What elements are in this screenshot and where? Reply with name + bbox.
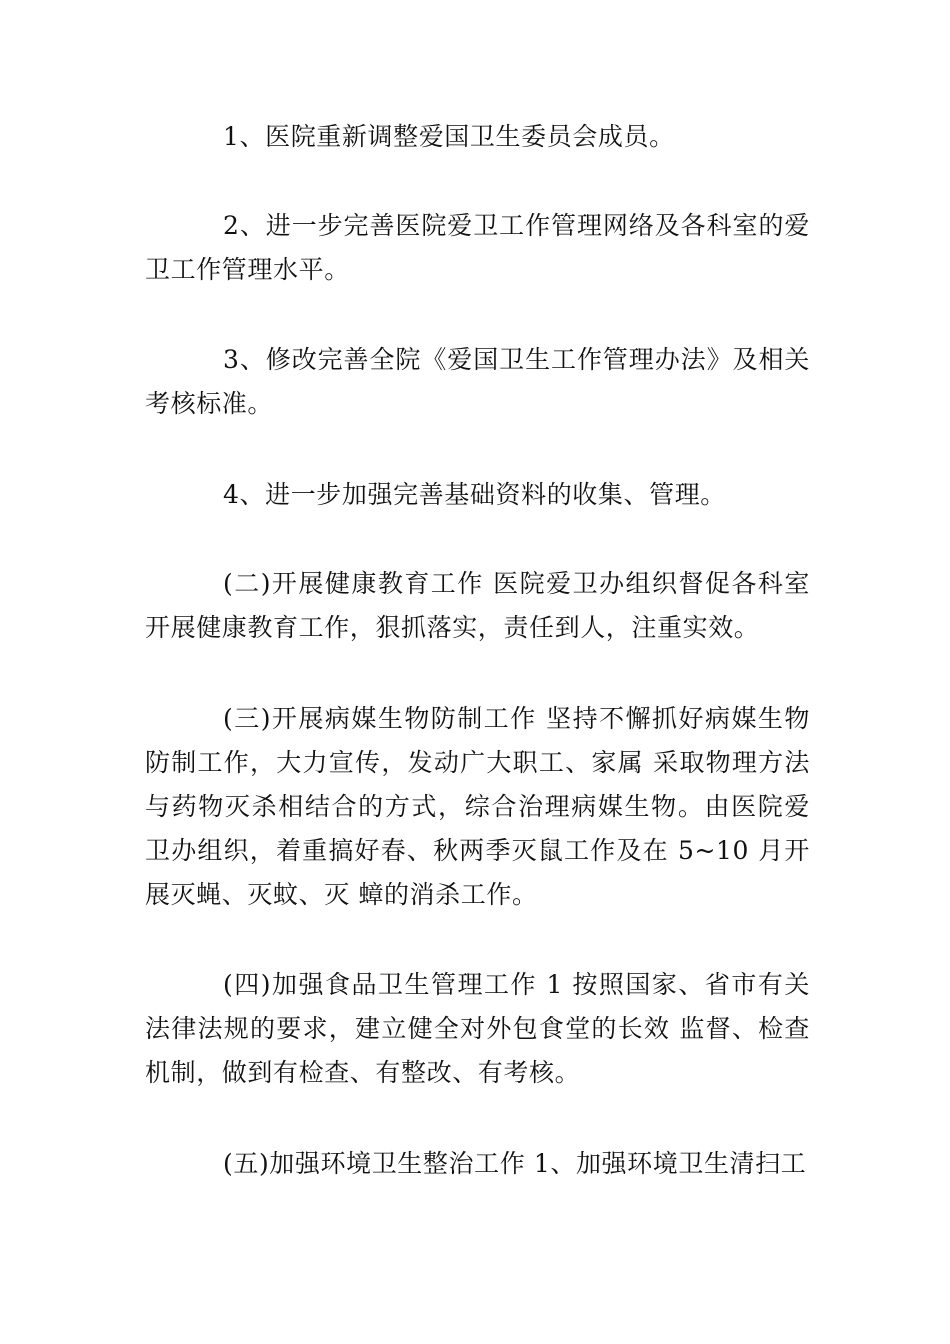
paragraph-vector-control: (三)开展病媒生物防制工作 坚持不懈抓好病媒生物防制工作，大力宣传，发动广大职工、家属 采取物理方法与药物灭杀相结合的方式，综合治理病媒生物。由医院爱卫办组织，着重搞好春、秋两季灭鼠工作及在 5~10 月开展灭蝇、灭蚊、灭 蟑的消杀工作。 [145, 704, 810, 909]
paragraph-item-4: 4、进一步加强完善基础资料的收集、管理。 [223, 480, 726, 509]
paragraph-item-1: 1、医院重新调整爱国卫生委员会成员。 [223, 122, 675, 151]
paragraph-item-3: 3、修改完善全院《爱国卫生工作管理办法》及相关考核标准。 [145, 345, 810, 418]
paragraph-environmental-hygiene: (五)加强环境卫生整治工作 1、加强环境卫生清扫工 [223, 1149, 807, 1178]
paragraph-food-hygiene: (四)加强食品卫生管理工作 1 按照国家、省市有关法律法规的要求，建立健全对外包食堂的长效 监督、检查机制，做到有检查、有整改、有考核。 [145, 970, 810, 1087]
paragraph-item-2: 2、进一步完善医院爱卫工作管理网络及各科室的爱卫工作管理水平。 [145, 211, 810, 284]
paragraph-health-education: (二)开展健康教育工作 医院爱卫办组织督促各科室开展健康教育工作，狠抓落实，责任到人，注重实效。 [145, 569, 810, 642]
